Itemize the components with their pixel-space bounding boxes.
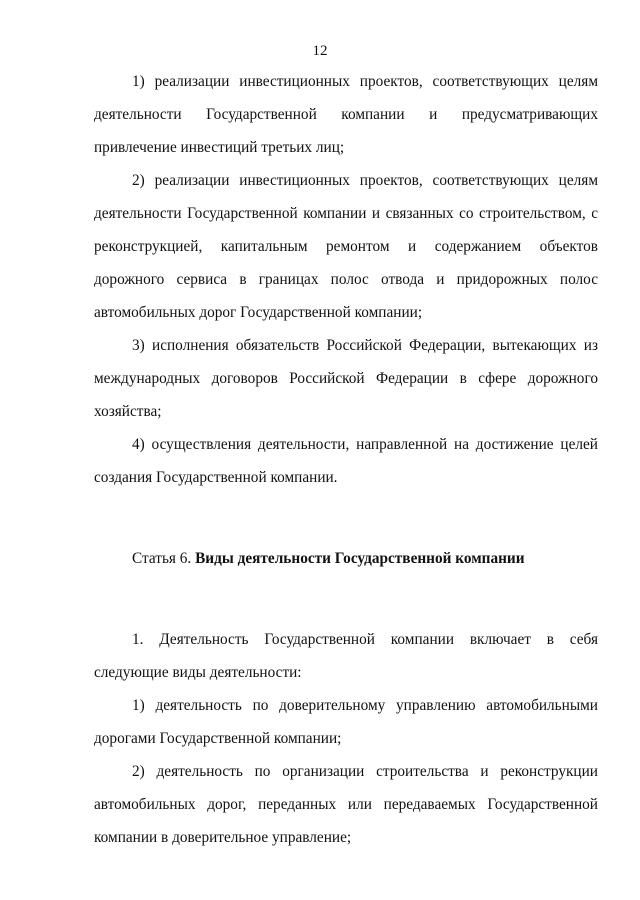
paragraph-activity-2: 2) деятельность по организации строительства и реконструкции автомобильных дорог, переданных или передаваемых Государственной компании в доверительное управление; (94, 763, 598, 846)
page-number: 12 (312, 43, 328, 59)
paragraph-item-2: 2) реализации инвестиционных проектов, соответствующих целям деятельности Государственной компании и связанных со строительством, с реконструкцией, капитальным ремонтом и содержанием объектов дорожного сервиса в границах полос отвода и придорожных полос автомобильных дорог Государственной компании; (94, 172, 598, 321)
paragraph-activity-1: 1) деятельность по доверительному управлению автомобильными дорогами Государственной компании; (94, 697, 598, 747)
paragraph-item-4: 4) осуществления деятельности, направленной на достижение целей создания Государственной компании. (94, 436, 598, 486)
paragraph-item-3: 3) исполнения обязательств Российской Федерации, вытекающих из международных договоров Российской Федерации в сфере дорожного хозяйства; (94, 337, 598, 420)
paragraph-clause-1: 1. Деятельность Государственной компании включает в себя следующие виды деятельности: (94, 631, 598, 681)
article-heading (94, 542, 598, 575)
spacer (94, 494, 598, 542)
document-body (94, 65, 598, 854)
paragraph-item-1: 1) реализации инвестиционных проектов, соответствующих целям деятельности Государственной компании и предусматривающих привлечение инвестиций третьих лиц; (94, 73, 598, 156)
spacer (94, 575, 598, 623)
article-title: Виды деятельности Государственной компании (195, 550, 525, 567)
article-number: Статья 6. (132, 550, 196, 567)
